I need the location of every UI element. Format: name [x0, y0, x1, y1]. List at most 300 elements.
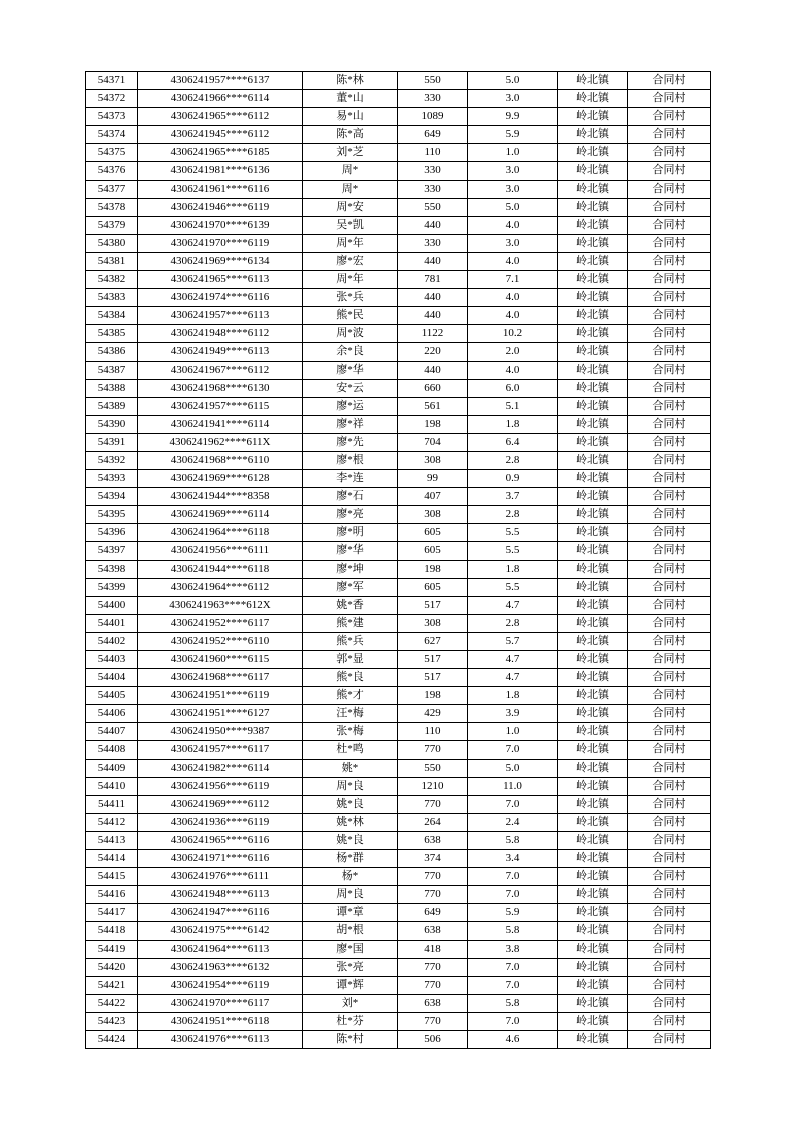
- cell-id-number: 4306241956****6111: [138, 542, 303, 560]
- cell-town: 岭北镇: [558, 705, 628, 723]
- table-row: [86, 759, 711, 777]
- cell-village: 合同村: [628, 1030, 711, 1048]
- cell-village: 合同村: [628, 813, 711, 831]
- cell-quantity: 4.0: [468, 216, 558, 234]
- cell-quantity: 1.0: [468, 144, 558, 162]
- cell-serial-number: 54388: [86, 379, 138, 397]
- cell-village: 合同村: [628, 470, 711, 488]
- cell-id-number: 4306241956****6119: [138, 777, 303, 795]
- cell-serial-number: 54371: [86, 72, 138, 90]
- cell-quantity: 5.8: [468, 922, 558, 940]
- cell-amount: 638: [398, 922, 468, 940]
- cell-person-name: 杜*芬: [303, 1012, 398, 1030]
- cell-person-name: 吴*凯: [303, 216, 398, 234]
- cell-id-number: 4306241970****6117: [138, 994, 303, 1012]
- cell-village: 合同村: [628, 976, 711, 994]
- cell-id-number: 4306241941****6114: [138, 415, 303, 433]
- table-row: [86, 560, 711, 578]
- cell-village: 合同村: [628, 560, 711, 578]
- cell-serial-number: 54413: [86, 831, 138, 849]
- cell-serial-number: 54396: [86, 524, 138, 542]
- cell-quantity: 5.0: [468, 198, 558, 216]
- cell-person-name: 廖*国: [303, 940, 398, 958]
- cell-id-number: 4306241970****6139: [138, 216, 303, 234]
- table-row: [86, 542, 711, 560]
- cell-village: 合同村: [628, 831, 711, 849]
- cell-serial-number: 54380: [86, 234, 138, 252]
- cell-quantity: 3.0: [468, 90, 558, 108]
- cell-person-name: 廖*明: [303, 524, 398, 542]
- cell-id-number: 4306241949****6113: [138, 343, 303, 361]
- cell-amount: 1210: [398, 777, 468, 795]
- table-row: [86, 108, 711, 126]
- cell-town: 岭北镇: [558, 379, 628, 397]
- cell-quantity: 1.0: [468, 723, 558, 741]
- cell-person-name: 刘*芝: [303, 144, 398, 162]
- cell-town: 岭北镇: [558, 234, 628, 252]
- cell-quantity: 6.4: [468, 433, 558, 451]
- cell-person-name: 熊*民: [303, 307, 398, 325]
- cell-serial-number: 54416: [86, 886, 138, 904]
- cell-town: 岭北镇: [558, 216, 628, 234]
- cell-village: 合同村: [628, 687, 711, 705]
- table-row: [86, 1030, 711, 1048]
- cell-person-name: 廖*先: [303, 433, 398, 451]
- cell-amount: 770: [398, 1012, 468, 1030]
- cell-id-number: 4306241965****6116: [138, 831, 303, 849]
- cell-quantity: 4.0: [468, 361, 558, 379]
- cell-quantity: 3.7: [468, 488, 558, 506]
- cell-serial-number: 54417: [86, 904, 138, 922]
- cell-amount: 330: [398, 180, 468, 198]
- cell-town: 岭北镇: [558, 777, 628, 795]
- cell-quantity: 11.0: [468, 777, 558, 795]
- cell-town: 岭北镇: [558, 470, 628, 488]
- cell-quantity: 5.8: [468, 994, 558, 1012]
- cell-id-number: 4306241969****6128: [138, 470, 303, 488]
- cell-quantity: 7.0: [468, 1012, 558, 1030]
- cell-serial-number: 54422: [86, 994, 138, 1012]
- cell-quantity: 3.4: [468, 850, 558, 868]
- table-row: [86, 596, 711, 614]
- table-row: [86, 850, 711, 868]
- cell-serial-number: 54408: [86, 741, 138, 759]
- cell-id-number: 4306241965****6185: [138, 144, 303, 162]
- cell-serial-number: 54419: [86, 940, 138, 958]
- cell-town: 岭北镇: [558, 451, 628, 469]
- cell-quantity: 4.7: [468, 651, 558, 669]
- table-row: [86, 994, 711, 1012]
- cell-quantity: 4.0: [468, 252, 558, 270]
- cell-quantity: 6.0: [468, 379, 558, 397]
- cell-person-name: 廖*宏: [303, 252, 398, 270]
- cell-person-name: 廖*运: [303, 397, 398, 415]
- cell-id-number: 4306241952****6117: [138, 614, 303, 632]
- cell-serial-number: 54412: [86, 813, 138, 831]
- cell-village: 合同村: [628, 361, 711, 379]
- cell-serial-number: 54381: [86, 252, 138, 270]
- cell-village: 合同村: [628, 669, 711, 687]
- cell-village: 合同村: [628, 307, 711, 325]
- cell-village: 合同村: [628, 144, 711, 162]
- cell-village: 合同村: [628, 596, 711, 614]
- cell-amount: 638: [398, 994, 468, 1012]
- table-row: [86, 325, 711, 343]
- cell-town: 岭北镇: [558, 759, 628, 777]
- cell-serial-number: 54401: [86, 614, 138, 632]
- cell-person-name: 余*良: [303, 343, 398, 361]
- cell-quantity: 7.0: [468, 976, 558, 994]
- cell-village: 合同村: [628, 234, 711, 252]
- table-row: [86, 741, 711, 759]
- cell-amount: 330: [398, 90, 468, 108]
- cell-amount: 418: [398, 940, 468, 958]
- cell-person-name: 张*梅: [303, 723, 398, 741]
- cell-person-name: 周*良: [303, 886, 398, 904]
- cell-town: 岭北镇: [558, 651, 628, 669]
- cell-id-number: 4306241948****6112: [138, 325, 303, 343]
- cell-town: 岭北镇: [558, 144, 628, 162]
- table-row: [86, 632, 711, 650]
- cell-serial-number: 54406: [86, 705, 138, 723]
- cell-amount: 407: [398, 488, 468, 506]
- cell-quantity: 7.0: [468, 741, 558, 759]
- cell-quantity: 4.0: [468, 307, 558, 325]
- table-row: [86, 886, 711, 904]
- cell-town: 岭北镇: [558, 506, 628, 524]
- cell-person-name: 刘*: [303, 994, 398, 1012]
- table-row: [86, 72, 711, 90]
- cell-village: 合同村: [628, 216, 711, 234]
- cell-id-number: 4306241969****6114: [138, 506, 303, 524]
- cell-amount: 605: [398, 524, 468, 542]
- cell-town: 岭北镇: [558, 596, 628, 614]
- cell-town: 岭北镇: [558, 488, 628, 506]
- cell-id-number: 4306241964****6118: [138, 524, 303, 542]
- cell-town: 岭北镇: [558, 90, 628, 108]
- table-row: [86, 126, 711, 144]
- cell-id-number: 4306241954****6119: [138, 976, 303, 994]
- cell-amount: 506: [398, 1030, 468, 1048]
- cell-quantity: 4.7: [468, 669, 558, 687]
- cell-id-number: 4306241951****6119: [138, 687, 303, 705]
- cell-serial-number: 54398: [86, 560, 138, 578]
- table-row: [86, 524, 711, 542]
- cell-person-name: 汪*梅: [303, 705, 398, 723]
- cell-person-name: 胡*根: [303, 922, 398, 940]
- cell-quantity: 3.8: [468, 940, 558, 958]
- cell-town: 岭北镇: [558, 415, 628, 433]
- cell-town: 岭北镇: [558, 741, 628, 759]
- cell-person-name: 姚*林: [303, 813, 398, 831]
- cell-town: 岭北镇: [558, 958, 628, 976]
- cell-village: 合同村: [628, 777, 711, 795]
- cell-amount: 440: [398, 361, 468, 379]
- cell-amount: 550: [398, 759, 468, 777]
- cell-id-number: 4306241963****6132: [138, 958, 303, 976]
- cell-quantity: 5.0: [468, 759, 558, 777]
- cell-town: 岭北镇: [558, 632, 628, 650]
- table-row: [86, 506, 711, 524]
- cell-id-number: 4306241974****6116: [138, 289, 303, 307]
- cell-village: 合同村: [628, 126, 711, 144]
- table-row: [86, 397, 711, 415]
- cell-person-name: 姚*良: [303, 831, 398, 849]
- cell-amount: 308: [398, 506, 468, 524]
- cell-serial-number: 54391: [86, 433, 138, 451]
- cell-person-name: 熊*才: [303, 687, 398, 705]
- cell-person-name: 张*兵: [303, 289, 398, 307]
- cell-amount: 638: [398, 831, 468, 849]
- cell-serial-number: 54420: [86, 958, 138, 976]
- cell-person-name: 陈*高: [303, 126, 398, 144]
- cell-amount: 440: [398, 216, 468, 234]
- cell-village: 合同村: [628, 198, 711, 216]
- cell-amount: 429: [398, 705, 468, 723]
- cell-quantity: 5.5: [468, 578, 558, 596]
- cell-serial-number: 54410: [86, 777, 138, 795]
- table-row: [86, 216, 711, 234]
- cell-amount: 1122: [398, 325, 468, 343]
- cell-serial-number: 54414: [86, 850, 138, 868]
- cell-person-name: 周*安: [303, 198, 398, 216]
- cell-person-name: 熊*兵: [303, 632, 398, 650]
- cell-amount: 440: [398, 307, 468, 325]
- cell-village: 合同村: [628, 1012, 711, 1030]
- cell-person-name: 周*良: [303, 777, 398, 795]
- cell-person-name: 郭*显: [303, 651, 398, 669]
- cell-village: 合同村: [628, 759, 711, 777]
- cell-amount: 781: [398, 271, 468, 289]
- cell-village: 合同村: [628, 252, 711, 270]
- cell-id-number: 4306241947****6116: [138, 904, 303, 922]
- table-row: [86, 470, 711, 488]
- table-row: [86, 777, 711, 795]
- cell-serial-number: 54415: [86, 868, 138, 886]
- table-row: [86, 1012, 711, 1030]
- cell-amount: 605: [398, 578, 468, 596]
- cell-person-name: 张*亮: [303, 958, 398, 976]
- cell-town: 岭北镇: [558, 361, 628, 379]
- cell-serial-number: 54392: [86, 451, 138, 469]
- cell-serial-number: 54376: [86, 162, 138, 180]
- cell-id-number: 4306241957****6115: [138, 397, 303, 415]
- table-row: [86, 180, 711, 198]
- cell-quantity: 3.0: [468, 162, 558, 180]
- cell-village: 合同村: [628, 488, 711, 506]
- cell-id-number: 4306241944****8358: [138, 488, 303, 506]
- cell-serial-number: 54394: [86, 488, 138, 506]
- cell-quantity: 2.8: [468, 506, 558, 524]
- cell-person-name: 熊*良: [303, 669, 398, 687]
- table-row: [86, 831, 711, 849]
- cell-quantity: 5.0: [468, 72, 558, 90]
- cell-town: 岭北镇: [558, 108, 628, 126]
- cell-person-name: 陈*林: [303, 72, 398, 90]
- cell-person-name: 周*: [303, 162, 398, 180]
- table-row: [86, 361, 711, 379]
- table-row: [86, 705, 711, 723]
- cell-village: 合同村: [628, 741, 711, 759]
- cell-town: 岭北镇: [558, 795, 628, 813]
- table-row: [86, 687, 711, 705]
- records-table: [85, 71, 711, 1049]
- cell-person-name: 谭*辉: [303, 976, 398, 994]
- table-row: [86, 433, 711, 451]
- cell-town: 岭北镇: [558, 976, 628, 994]
- table-row: [86, 234, 711, 252]
- cell-amount: 308: [398, 614, 468, 632]
- cell-amount: 198: [398, 415, 468, 433]
- cell-amount: 770: [398, 976, 468, 994]
- table-row: [86, 940, 711, 958]
- table-row: [86, 451, 711, 469]
- table-row: [86, 162, 711, 180]
- table-row: [86, 289, 711, 307]
- cell-id-number: 4306241981****6136: [138, 162, 303, 180]
- cell-amount: 517: [398, 596, 468, 614]
- cell-town: 岭北镇: [558, 524, 628, 542]
- cell-serial-number: 54384: [86, 307, 138, 325]
- cell-id-number: 4306241965****6112: [138, 108, 303, 126]
- cell-id-number: 4306241967****6112: [138, 361, 303, 379]
- cell-town: 岭北镇: [558, 397, 628, 415]
- cell-village: 合同村: [628, 433, 711, 451]
- cell-serial-number: 54386: [86, 343, 138, 361]
- cell-id-number: 4306241965****6113: [138, 271, 303, 289]
- cell-village: 合同村: [628, 922, 711, 940]
- cell-village: 合同村: [628, 723, 711, 741]
- cell-town: 岭北镇: [558, 831, 628, 849]
- table-row: [86, 252, 711, 270]
- cell-person-name: 周*波: [303, 325, 398, 343]
- table-row: [86, 379, 711, 397]
- cell-person-name: 易*山: [303, 108, 398, 126]
- records-table-body: [86, 72, 711, 1049]
- cell-quantity: 1.8: [468, 687, 558, 705]
- cell-amount: 770: [398, 868, 468, 886]
- cell-serial-number: 54389: [86, 397, 138, 415]
- cell-town: 岭北镇: [558, 72, 628, 90]
- cell-quantity: 3.0: [468, 234, 558, 252]
- cell-town: 岭北镇: [558, 307, 628, 325]
- cell-village: 合同村: [628, 632, 711, 650]
- cell-town: 岭北镇: [558, 850, 628, 868]
- cell-quantity: 3.9: [468, 705, 558, 723]
- cell-amount: 264: [398, 813, 468, 831]
- cell-serial-number: 54399: [86, 578, 138, 596]
- cell-town: 岭北镇: [558, 1012, 628, 1030]
- cell-serial-number: 54395: [86, 506, 138, 524]
- cell-id-number: 4306241945****6112: [138, 126, 303, 144]
- cell-id-number: 4306241957****6137: [138, 72, 303, 90]
- cell-village: 合同村: [628, 506, 711, 524]
- cell-serial-number: 54378: [86, 198, 138, 216]
- cell-village: 合同村: [628, 180, 711, 198]
- cell-serial-number: 54387: [86, 361, 138, 379]
- table-row: [86, 651, 711, 669]
- cell-town: 岭北镇: [558, 940, 628, 958]
- table-row: [86, 723, 711, 741]
- cell-quantity: 5.7: [468, 632, 558, 650]
- cell-id-number: 4306241966****6114: [138, 90, 303, 108]
- cell-town: 岭北镇: [558, 578, 628, 596]
- cell-amount: 440: [398, 252, 468, 270]
- cell-quantity: 5.5: [468, 542, 558, 560]
- cell-serial-number: 54385: [86, 325, 138, 343]
- cell-person-name: 姚*香: [303, 596, 398, 614]
- cell-amount: 1089: [398, 108, 468, 126]
- cell-serial-number: 54379: [86, 216, 138, 234]
- cell-town: 岭北镇: [558, 868, 628, 886]
- cell-town: 岭北镇: [558, 813, 628, 831]
- table-row: [86, 958, 711, 976]
- cell-id-number: 4306241948****6113: [138, 886, 303, 904]
- cell-quantity: 5.9: [468, 126, 558, 144]
- cell-id-number: 4306241970****6119: [138, 234, 303, 252]
- cell-village: 合同村: [628, 397, 711, 415]
- cell-town: 岭北镇: [558, 162, 628, 180]
- cell-person-name: 廖*亮: [303, 506, 398, 524]
- cell-town: 岭北镇: [558, 614, 628, 632]
- cell-serial-number: 54382: [86, 271, 138, 289]
- cell-village: 合同村: [628, 958, 711, 976]
- cell-id-number: 4306241936****6119: [138, 813, 303, 831]
- cell-id-number: 4306241968****6117: [138, 669, 303, 687]
- cell-id-number: 4306241963****612X: [138, 596, 303, 614]
- cell-town: 岭北镇: [558, 922, 628, 940]
- cell-town: 岭北镇: [558, 289, 628, 307]
- cell-quantity: 5.8: [468, 831, 558, 849]
- cell-amount: 550: [398, 198, 468, 216]
- cell-village: 合同村: [628, 868, 711, 886]
- cell-quantity: 2.4: [468, 813, 558, 831]
- cell-id-number: 4306241964****6113: [138, 940, 303, 958]
- cell-town: 岭北镇: [558, 542, 628, 560]
- cell-village: 合同村: [628, 451, 711, 469]
- cell-village: 合同村: [628, 90, 711, 108]
- cell-quantity: 5.5: [468, 524, 558, 542]
- cell-serial-number: 54411: [86, 795, 138, 813]
- cell-village: 合同村: [628, 415, 711, 433]
- cell-amount: 550: [398, 72, 468, 90]
- cell-serial-number: 54421: [86, 976, 138, 994]
- cell-person-name: 周*年: [303, 234, 398, 252]
- cell-serial-number: 54390: [86, 415, 138, 433]
- cell-amount: 330: [398, 162, 468, 180]
- cell-village: 合同村: [628, 578, 711, 596]
- cell-town: 岭北镇: [558, 669, 628, 687]
- cell-quantity: 4.6: [468, 1030, 558, 1048]
- cell-quantity: 7.0: [468, 868, 558, 886]
- cell-town: 岭北镇: [558, 343, 628, 361]
- cell-village: 合同村: [628, 72, 711, 90]
- cell-id-number: 4306241946****6119: [138, 198, 303, 216]
- cell-village: 合同村: [628, 271, 711, 289]
- table-row: [86, 669, 711, 687]
- table-row: [86, 90, 711, 108]
- cell-person-name: 周*年: [303, 271, 398, 289]
- table-row: [86, 578, 711, 596]
- cell-village: 合同村: [628, 651, 711, 669]
- cell-serial-number: 54418: [86, 922, 138, 940]
- cell-village: 合同村: [628, 994, 711, 1012]
- cell-quantity: 5.9: [468, 904, 558, 922]
- cell-id-number: 4306241976****6111: [138, 868, 303, 886]
- cell-village: 合同村: [628, 886, 711, 904]
- cell-amount: 99: [398, 470, 468, 488]
- table-row: [86, 307, 711, 325]
